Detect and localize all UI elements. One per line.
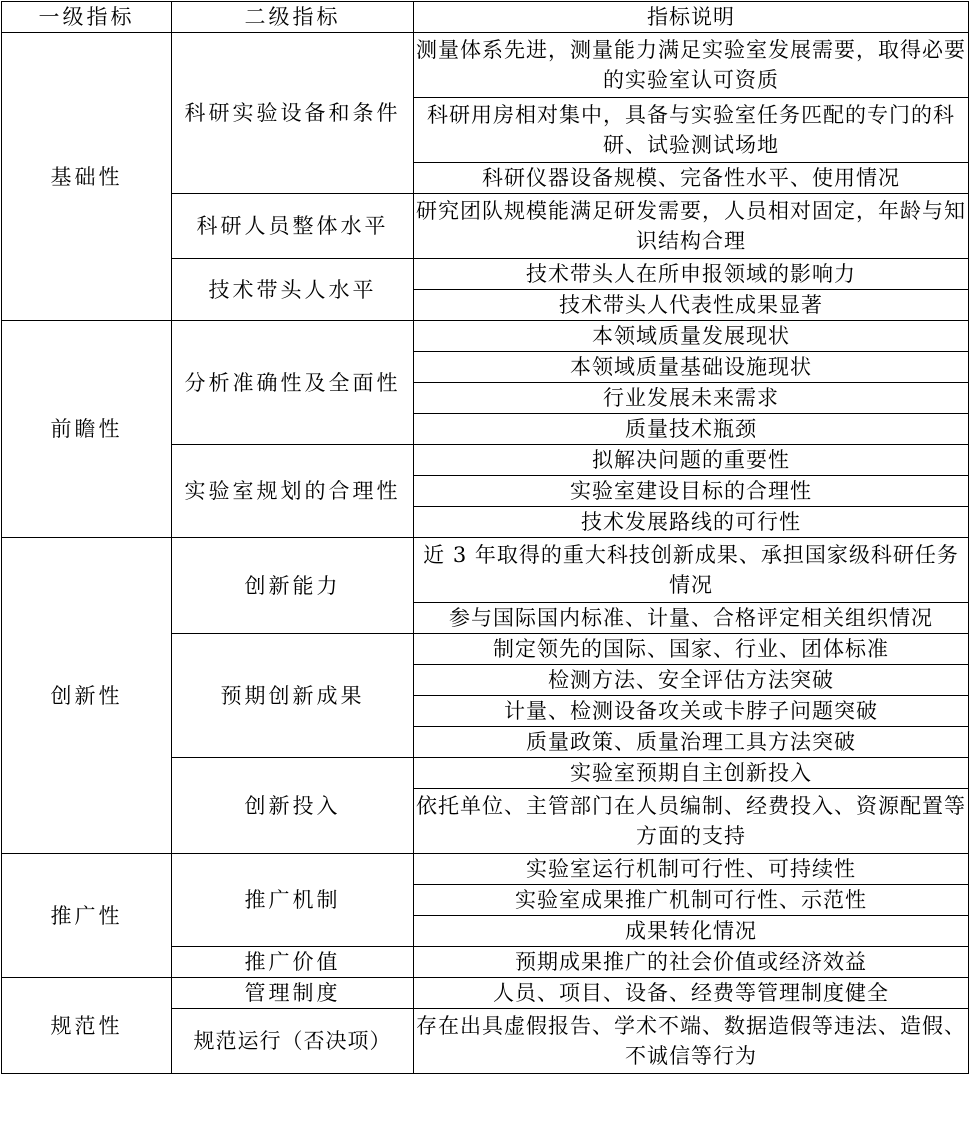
desc-cell: 质量技术瓶颈 — [414, 414, 969, 445]
table-row — [2, 33, 969, 98]
desc-cell: 技术带头人代表性成果显著 — [414, 290, 969, 321]
desc-cell: 测量体系先进，测量能力满足实验室发展需要，取得必要的实验室认可资质 — [414, 33, 969, 98]
header-level1: 一级指标 — [2, 2, 172, 33]
desc-cell: 科研仪器设备规模、完备性水平、使用情况 — [414, 163, 969, 194]
level1-cell: 规范性 — [2, 978, 172, 1074]
desc-cell: 拟解决问题的重要性 — [414, 445, 969, 476]
desc-cell: 实验室预期自主创新投入 — [414, 758, 969, 789]
level2-cell: 推广机制 — [172, 854, 414, 947]
desc-cell: 实验室成果推广机制可行性、示范性 — [414, 885, 969, 916]
level2-cell: 科研实验设备和条件 — [172, 33, 414, 194]
desc-cell: 计量、检测设备攻关或卡脖子问题突破 — [414, 696, 969, 727]
level1-cell: 创新性 — [2, 538, 172, 854]
level2-cell: 管理制度 — [172, 978, 414, 1009]
table-row — [2, 538, 969, 603]
header-desc: 指标说明 — [414, 2, 969, 33]
desc-cell: 检测方法、安全评估方法突破 — [414, 665, 969, 696]
level1-cell: 前瞻性 — [2, 321, 172, 538]
level2-cell: 创新投入 — [172, 758, 414, 854]
level2-cell: 推广价值 — [172, 947, 414, 978]
table-row — [2, 321, 969, 352]
header-row — [2, 2, 969, 33]
level2-cell: 实验室规划的合理性 — [172, 445, 414, 538]
desc-cell: 实验室运行机制可行性、可持续性 — [414, 854, 969, 885]
desc-cell: 近 3 年取得的重大科技创新成果、承担国家级科研任务情况 — [414, 538, 969, 603]
level2-cell: 预期创新成果 — [172, 634, 414, 758]
level2-cell: 分析准确性及全面性 — [172, 321, 414, 445]
desc-cell: 本领域质量基础设施现状 — [414, 352, 969, 383]
desc-cell: 依托单位、主管部门在人员编制、经费投入、资源配置等方面的支持 — [414, 789, 969, 854]
table-row — [2, 854, 969, 885]
level2-cell: 创新能力 — [172, 538, 414, 634]
desc-cell: 成果转化情况 — [414, 916, 969, 947]
desc-cell: 质量政策、质量治理工具方法突破 — [414, 727, 969, 758]
desc-cell: 本领域质量发展现状 — [414, 321, 969, 352]
table-row — [2, 978, 969, 1009]
desc-cell: 参与国际国内标准、计量、合格评定相关组织情况 — [414, 603, 969, 634]
desc-cell: 制定领先的国际、国家、行业、团体标准 — [414, 634, 969, 665]
desc-cell: 存在出具虚假报告、学术不端、数据造假等违法、造假、不诚信等行为 — [414, 1009, 969, 1074]
level1-cell: 基础性 — [2, 33, 172, 321]
desc-cell: 技术发展路线的可行性 — [414, 507, 969, 538]
desc-cell: 人员、项目、设备、经费等管理制度健全 — [414, 978, 969, 1009]
desc-cell: 行业发展未来需求 — [414, 383, 969, 414]
level2-cell: 规范运行（否决项） — [172, 1009, 414, 1074]
level1-cell: 推广性 — [2, 854, 172, 978]
desc-cell: 预期成果推广的社会价值或经济效益 — [414, 947, 969, 978]
desc-cell: 研究团队规模能满足研发需要，人员相对固定，年龄与知识结构合理 — [414, 194, 969, 259]
desc-cell: 技术带头人在所申报领域的影响力 — [414, 259, 969, 290]
desc-cell: 实验室建设目标的合理性 — [414, 476, 969, 507]
desc-cell: 科研用房相对集中，具备与实验室任务匹配的专门的科研、试验测试场地 — [414, 98, 969, 163]
header-level2: 二级指标 — [172, 2, 414, 33]
level2-cell: 技术带头人水平 — [172, 259, 414, 321]
indicator-table — [1, 1, 969, 1074]
level2-cell: 科研人员整体水平 — [172, 194, 414, 259]
